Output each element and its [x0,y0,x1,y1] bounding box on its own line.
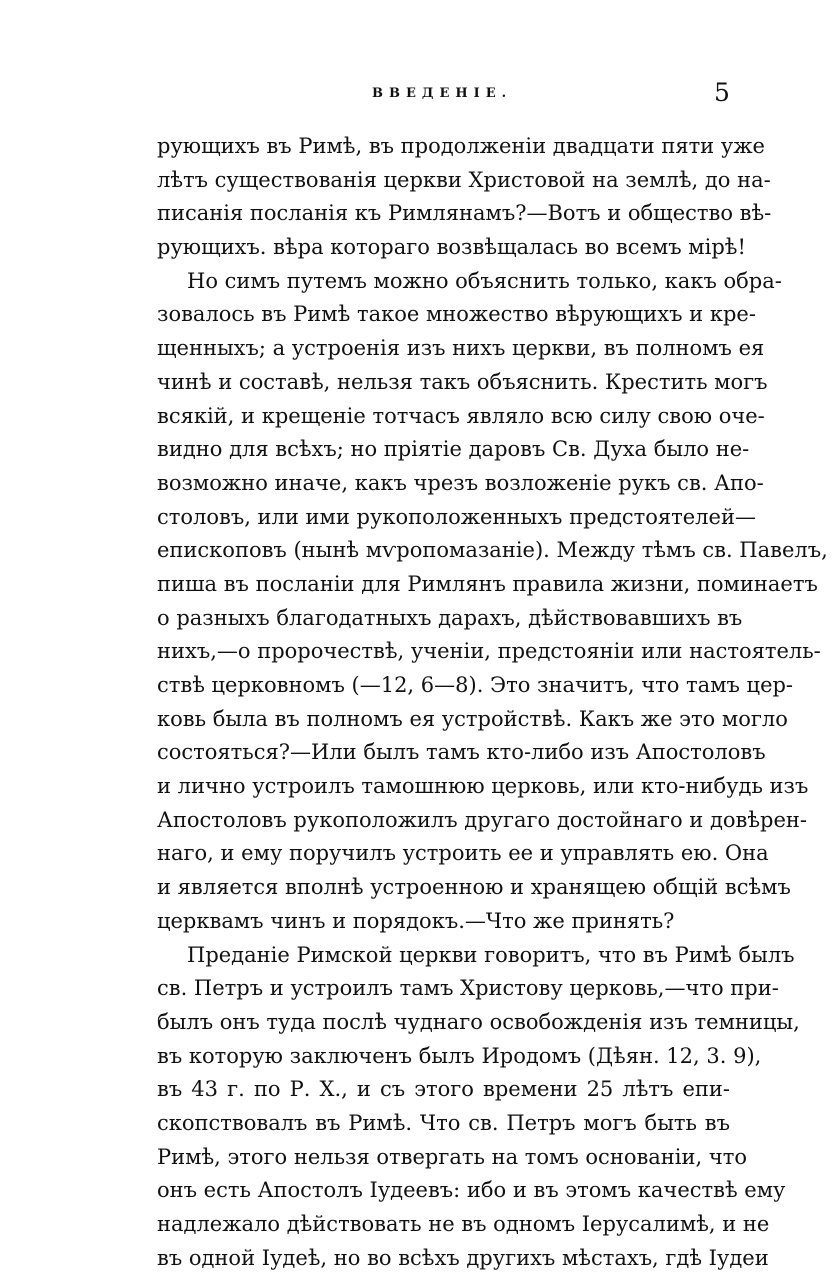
text-line: зовалось въ Римѣ такое множество вѣрующихъ и кре- [157,302,756,327]
text-line: нихъ,—о пророчествѣ, ученіи, предстояніи или настоятель- [157,639,821,664]
text-line: Апостоловъ рукоположилъ другаго достойнаго и довѣрен- [157,807,807,832]
text-line: онъ есть Апостолъ Іудеевъ: ибо и въ этомъ качествѣ ему [157,1178,786,1203]
text-line: пиша въ посланіи для Римлянъ правила жизни, поминаетъ [157,571,818,596]
text-line: ствѣ церковномъ (—12, 6—8). Это значитъ, что тамъ цер- [157,673,794,697]
text-line: въ которую заключенъ былъ Иродомъ (Дѣян. 12, 3. 9), [157,1043,762,1068]
page-number: 5 [714,78,730,107]
paragraph-start-line: Но симъ путемъ можно объяснить только, какъ обра- [187,268,782,293]
text-line: писанія посланія къ Римлянамъ?—Вотъ и общество вѣ- [157,201,772,226]
text-line: возможно иначе, какъ чрезъ возложеніе рукъ св. Апо- [157,470,764,495]
text-line: св. Петръ и устроилъ тамъ Христову церковь,—что при- [157,976,779,1001]
text-line: въ одной Іудеѣ, но во всѣхъ другихъ мѣстахъ, гдѣ Іудеи [157,1245,769,1270]
text-line: состояться?—Или былъ тамъ кто-либо изъ Апостоловъ [157,740,766,765]
text-line: наго, и ему поручилъ устроить ее и управлять ею. Она [157,841,769,866]
paragraph-start-line: Преданіе Римской церкви говоритъ, что въ Римѣ былъ [187,942,795,967]
text-line: ковь была въ полномъ ея устройствѣ. Какъ же это могло [157,706,788,731]
text-line: надлежало дѣйствовать не въ одномъ Іерусалимѣ, и не [157,1212,770,1236]
text-line: въ 43 г. по Р. Х., и съ этого времени 25 лѣтъ епи- [157,1077,730,1102]
text-line: епископовъ (нынѣ мѵропомазаніе). Между тѣмъ св. Павелъ, [157,538,828,563]
text-line: столовъ, или ими рукоположенныхъ предстоятелей— [157,504,756,529]
text-line: и является вполнѣ устроенною и хранящею общій всѣмъ [157,875,791,900]
text-line: рующихъ въ Римѣ, въ продолженіи двадцати пяти уже [157,134,765,158]
text-line: лѣтъ существованія церкви Христовой на землѣ, до на- [157,167,771,192]
text-line: всякій, и крещеніе тотчасъ являло всю силу свою оче- [157,403,765,428]
text-line: скопствовалъ въ Римѣ. Что св. Петръ могъ быть въ [157,1110,730,1135]
text-line: Римѣ, этого нельзя отвергать на томъ основаніи, что [157,1144,748,1169]
running-title: ВВЕДЕНІЕ. [372,86,513,101]
text-line: щенныхъ; а устроенія изъ нихъ церкви, въ полномъ ея [157,336,765,361]
text-line: и лично устроилъ тамошнюю церковь, или кто-нибудь изъ [157,774,809,799]
text-line: церквамъ чинъ и порядокъ.—Что же принять? [157,908,675,933]
text-line: чинѣ и составѣ, нельзя такъ объяснить. Крестить могъ [157,369,768,394]
text-line: былъ онъ туда послѣ чуднаго освобожденія изъ темницы, [157,1009,800,1034]
body-text [157,130,828,1275]
text-line: видно для всѣхъ; но пріятіе даровъ Св. Духа было не- [157,437,750,462]
text-line: рующихъ. вѣра котораго возвѣщалась во всемъ мірѣ! [157,235,746,260]
text-line: о разныхъ благодатныхъ дарахъ, дѣйствовавшихъ въ [157,605,743,630]
